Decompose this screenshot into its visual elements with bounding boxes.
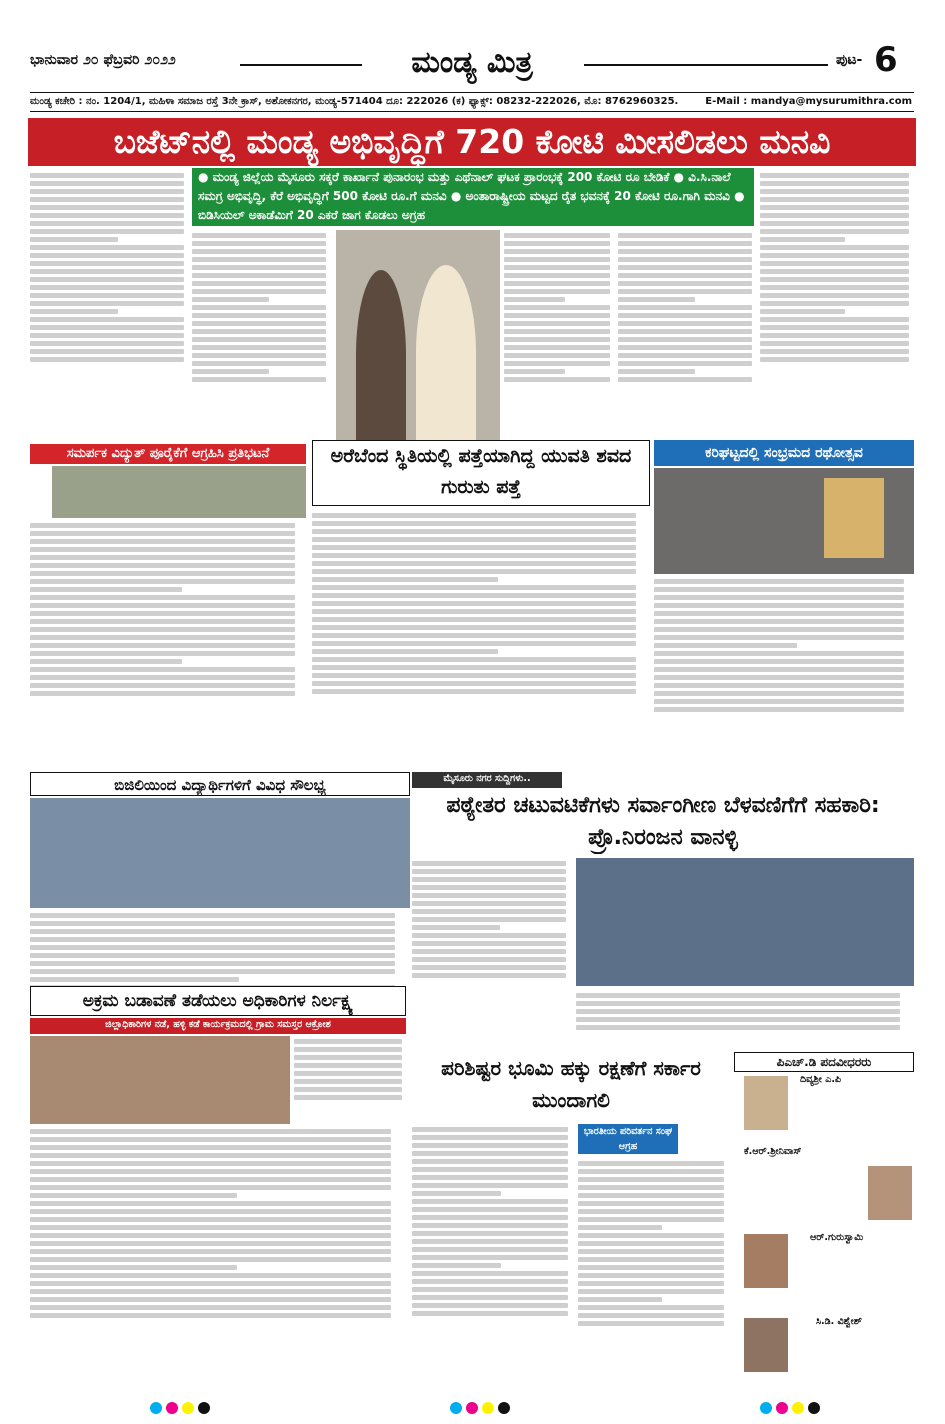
- land-headline: ಪರಿಶಿಷ್ಟರ ಭೂಮಿ ಹಕ್ಕು ರಕ್ಷಣೆಗೆ ಸರ್ಕಾರ ಮುಂದಾಗಲಿ: [412, 1052, 730, 1120]
- extracurricular-photo: [576, 858, 914, 986]
- lead-column-1: [30, 170, 190, 440]
- electricity-body: [30, 520, 306, 770]
- bijli-photo: [30, 798, 410, 908]
- encroach-body-1: [294, 1036, 406, 1124]
- lead-subhead: ● ಮಂಡ್ಯ ಜಿಲ್ಲೆಯ ಮೈಸೂರು ಸಕ್ಕರೆ ಕಾರ್ಖಾನೆ ಪುನಾರಂಭ ಮತ್ತು ಎಥೆನಾಲ್ ಘಟಕ ಪ್ರಾರಂಭಕ್ಕೆ 200 ಕೋಟಿ ರೂ ಬೇಡಿಕೆ ● ವಿ.ಸಿ.ನಾಲೆ ಸಮಗ್ರ ಅಭಿವೃದ್ಧಿ, ಕೆರೆ ಅಭಿವೃದ್ಧಿಗೆ 500 ಕೋಟಿ ರೂ.ಗೆ ಮನವಿ ● ಅಂತಾರಾಷ್ಟ್ರೀಯ ಮಟ್ಟದ ರೈತ ಭವನಕ್ಕೆ 20 ಕೋಟಿ ರೂ.ಗಾಗಿ ಮನವಿ ● ಬಿಡಿಸಿಯಲ್ ಅಕಾಡೆಮಿಗೆ 20 ಎಕರೆ ಜಾಗ ಕೊಡಲು ಅಗ್ರಹ: [192, 168, 754, 226]
- page-number: 6: [874, 40, 898, 80]
- encroach-headline: ಅಕ್ರಮ ಬಡಾವಣೆ ತಡೆಯಲು ಅಧಿಕಾರಿಗಳ ನಿರ್ಲಕ್ಷ್ಯ: [30, 986, 406, 1016]
- phd-name-4: ಸಿ.ಡಿ. ವಿಶ್ವೇಶ್: [816, 1316, 862, 1327]
- land-tag: ಭಾರತೀಯ ಪರಿವರ್ತನ ಸಂಘ ಆಗ್ರಹ: [578, 1124, 678, 1154]
- land-body-2: [578, 1158, 730, 1396]
- masthead: ಮಂಡ್ಯ ಮಿತ್ರ: [411, 45, 533, 80]
- encroach-body-2: [30, 1126, 406, 1396]
- encroach-photo: [30, 1036, 290, 1124]
- electricity-headline: ಸಮರ್ಪಕ ವಿದ್ಯುತ್ ಪೂರೈಕೆಗೆ ಆಗ್ರಹಿಸಿ ಪ್ರತಿಭಟನೆ: [30, 444, 306, 464]
- electricity-photo: [52, 466, 306, 518]
- office-address: ಮಂಡ್ಯ ಕಚೇರಿ : ನಂ. 1204/1, ಮಹಿಳಾ ಸಮಾಜ ರಸ್ತೆ 3ನೇ ಕ್ರಾಸ್, ಅಶೋಕನಗರ, ಮಂಡ್ಯ-571404 ದೂ: 222026 (ಕ) ಫ್ಯಾಕ್ಸ್: 08232-222026, ಮೊ: 8762960325.: [30, 96, 679, 107]
- bijli-headline: ಬಿಜಿಲಿಯಿಂದ ವಿದ್ಯಾರ್ಥಿಗಳಿಗೆ ವಿವಿಧ ಸೌಲಭ್ಯ: [30, 772, 410, 796]
- chariot-headline: ಕರಿಘಟ್ಟದಲ್ಲಿ ಸಂಭ್ರಮದ ರಥೋತ್ಸವ: [654, 440, 914, 466]
- masthead-rule-left: [240, 64, 362, 66]
- phd-headline: ಪಿಎಚ್.ಡಿ ಪದವೀಧರರು: [734, 1052, 914, 1072]
- registration-marks-left: [150, 1402, 210, 1416]
- registration-marks-right: [760, 1402, 820, 1416]
- masthead-rule-right: [584, 64, 828, 66]
- extracurricular-body-2: [576, 990, 914, 1048]
- lead-headline: ಬಜೆಟ್‌ನಲ್ಲಿ ಮಂಡ್ಯ ಅಭಿವೃದ್ಧಿಗೆ 720 ಕೋಟಿ ಮೀಸಲಿಡಲು ಮನವಿ: [28, 118, 916, 166]
- land-body-1: [412, 1124, 574, 1396]
- email-address: E-Mail : mandya@mysurumithra.com: [705, 96, 912, 107]
- extracurricular-headline: ಪಠ್ಯೇತರ ಚಟುವಟಿಕೆಗಳು ಸರ್ವಾಂಗೀಣ ಬೆಳವಣಿಗೆಗೆ ಸಹಕಾರಿ: ಪ್ರೊ.ನಿರಂಜನ ವಾನಳ್ಳಿ: [446, 793, 880, 850]
- issue-date: ಭಾನುವಾರ ೨೦ ಫೆಬ್ರವರಿ ೨೦೨೨: [30, 52, 176, 68]
- woman-headline: ಅರೆಬೆಂದ ಸ್ಥಿತಿಯಲ್ಲಿ ಪತ್ತೆಯಾಗಿದ್ದ ಯುವತಿ ಶವದ ಗುರುತು ಪತ್ತೆ: [312, 440, 650, 506]
- phd-name-1: ದಿವ್ಯಶ್ರೀ ಎ.ಪಿ: [800, 1074, 842, 1085]
- woman-body: [312, 510, 650, 768]
- registration-marks-center: [450, 1402, 510, 1416]
- phd-name-2: ಕೆ.ಆರ್.ಶ್ರೀನಿವಾಸ್: [744, 1146, 802, 1157]
- lead-column-2: [192, 230, 332, 440]
- phd-name-3: ಆರ್.ಗುರುಸ್ವಾಮಿ: [810, 1232, 864, 1243]
- lead-column-3: [504, 230, 614, 440]
- lead-column-5: [760, 170, 915, 440]
- chariot-photo: [654, 468, 914, 574]
- extracurricular-body-1: [412, 858, 572, 1028]
- address-bar: [30, 92, 914, 112]
- lead-column-4: [618, 230, 758, 440]
- lead-photo: [336, 230, 500, 440]
- page-label: ಪುಟ-: [836, 52, 863, 68]
- encroach-subhead: ಜಿಲ್ಲಾಧಿಕಾರಿಗಳ ನಡೆ, ಹಳ್ಳಿ ಕಡೆ ಕಾರ್ಯಕ್ರಮದಲ್ಲಿ ಗ್ರಾಮ ಸಮಸ್ತರ ಆಕ್ರೋಶ: [30, 1018, 406, 1034]
- chariot-body: [654, 576, 914, 768]
- mysuru-news-tag: ಮೈಸೂರು ನಗರ ಸುದ್ದಿಗಳು..: [412, 772, 562, 788]
